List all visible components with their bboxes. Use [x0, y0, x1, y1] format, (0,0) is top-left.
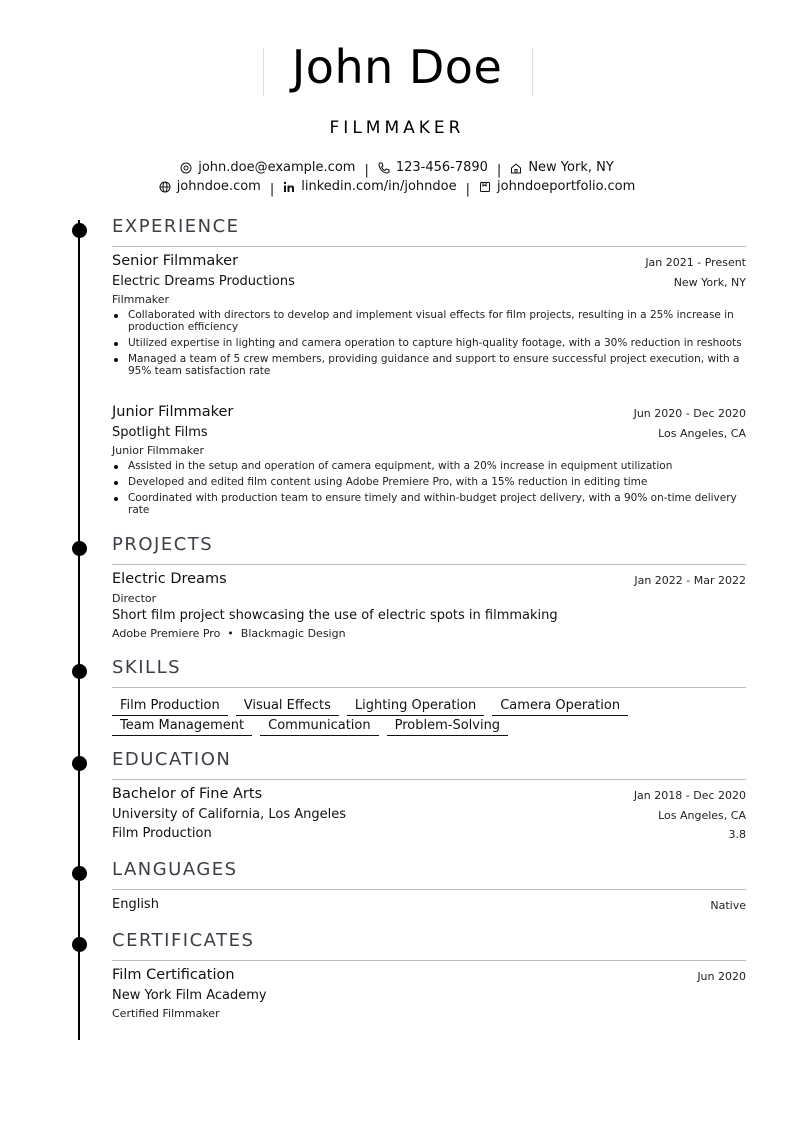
- job-header: [112, 404, 746, 422]
- project-role-row: [112, 592, 746, 606]
- globe-icon: [159, 181, 171, 193]
- contact-line-2: [0, 179, 794, 197]
- timeline-dot: [72, 866, 87, 881]
- section-divider: [112, 246, 746, 247]
- section-divider: [112, 779, 746, 780]
- language-name: English: [112, 897, 159, 912]
- project-tools-row: [112, 627, 746, 641]
- project-dates: Jan 2022 - Mar 2022: [634, 574, 746, 587]
- job-role: Junior Filmmaker: [112, 404, 234, 420]
- candidate-name: John Doe: [291, 40, 503, 94]
- section-title-education: EDUCATION: [112, 749, 232, 770]
- section-title-skills: SKILLS: [112, 657, 182, 678]
- candidate-title: FILMMAKER: [329, 118, 465, 138]
- education-school-row: [112, 807, 746, 823]
- list-item: Managed a team of 5 crew members, providing guidance and support to ensure successful project execution, with a 95% team satisfaction rate: [112, 353, 746, 377]
- phone-contact[interactable]: [378, 160, 488, 175]
- portfolio-icon: [479, 181, 491, 193]
- job-dates: Jun 2020 - Dec 2020: [633, 407, 746, 420]
- project-name: Electric Dreams: [112, 571, 227, 587]
- job-role: Senior Filmmaker: [112, 253, 239, 269]
- location-text: New York, NY: [528, 160, 614, 175]
- skill-tag: Problem-Solving: [387, 718, 508, 736]
- timeline-dot: [72, 937, 87, 952]
- section-divider: [112, 960, 746, 961]
- job-location: Los Angeles, CA: [658, 427, 746, 440]
- linkedin-icon: [283, 181, 295, 193]
- timeline-dot: [72, 223, 87, 238]
- separator: |: [496, 162, 502, 178]
- section-divider: [112, 889, 746, 890]
- skills-list: [112, 694, 752, 734]
- job-subtitle: [112, 293, 746, 307]
- section-title-certificates: CERTIFICATES: [112, 930, 255, 951]
- timeline-dot: [72, 664, 87, 679]
- project-tools: Adobe Premiere Pro • Blackmagic Design: [112, 627, 346, 640]
- skill-tag: Film Production: [112, 698, 228, 716]
- list-item: Assisted in the setup and operation of camera equipment, with a 20% increase in equipment utilization: [112, 460, 746, 472]
- list-item: Developed and edited film content using Adobe Premiere Pro, with a 15% reduction in editing time: [112, 476, 746, 488]
- section-title-languages: LANGUAGES: [112, 859, 238, 880]
- project-description-row: [112, 608, 746, 624]
- certificate-name: Film Certification: [112, 967, 235, 983]
- timeline-dot: [72, 756, 87, 771]
- job-bullets: [112, 460, 746, 520]
- job-subtitle: [112, 444, 746, 458]
- email-contact[interactable]: [180, 160, 355, 175]
- email-text: john.doe@example.com: [198, 160, 356, 175]
- portfolio-text: johndoeportfolio.com: [497, 179, 636, 194]
- job-company-row: [112, 425, 746, 441]
- language-level: Native: [710, 899, 746, 912]
- linkedin-text: linkedin.com/in/johndoe: [301, 179, 457, 194]
- job-company: Spotlight Films: [112, 425, 208, 440]
- skill-tag: Team Management: [112, 718, 252, 736]
- job-subtitle-text: Filmmaker: [112, 293, 170, 306]
- skill-tag: Visual Effects: [236, 698, 339, 716]
- home-icon: [510, 162, 522, 174]
- certificate-detail-row: [112, 1007, 746, 1021]
- location-contact: [510, 160, 613, 175]
- education-field-row: [112, 826, 746, 842]
- separator: |: [269, 181, 275, 197]
- timeline-line: [78, 220, 80, 1040]
- separator: |: [364, 162, 369, 178]
- job-header: [112, 253, 746, 271]
- education-dates: Jan 2018 - Dec 2020: [633, 789, 746, 802]
- job-company: Electric Dreams Productions: [112, 274, 295, 289]
- section-divider: [112, 564, 746, 565]
- project-description: Short film project showcasing the use of electric spots in filmmaking: [112, 608, 558, 623]
- section-title-projects: PROJECTS: [112, 534, 214, 555]
- education-gpa: 3.8: [728, 828, 746, 841]
- education-location: Los Angeles, CA: [658, 809, 746, 822]
- contact-line-1: [0, 160, 794, 178]
- section-divider: [112, 687, 746, 688]
- certificate-date: Jun 2020: [697, 970, 746, 983]
- education-field: Film Production: [112, 826, 212, 841]
- portfolio-contact[interactable]: [479, 179, 635, 194]
- skill-tag: Lighting Operation: [347, 698, 484, 716]
- at-icon: [180, 162, 192, 174]
- certificate-detail: Certified Filmmaker: [112, 1007, 220, 1020]
- list-item: Coordinated with production team to ensure timely and within-budget project delivery, with a 90% on-time delivery rate: [112, 492, 746, 516]
- phone-text: 123-456-7890: [395, 160, 488, 175]
- education-degree: Bachelor of Fine Arts: [112, 786, 263, 802]
- website-text: johndoe.com: [176, 179, 261, 194]
- job-location: New York, NY: [673, 276, 746, 289]
- education-school: University of California, Los Angeles: [112, 807, 347, 822]
- job-subtitle-text: Junior Filmmaker: [112, 444, 205, 457]
- project-role: Director: [112, 592, 157, 605]
- website-contact[interactable]: [159, 179, 261, 194]
- skill-tag: Camera Operation: [492, 698, 628, 716]
- list-item: Utilized expertise in lighting and camera operation to capture high-quality footage, with a 30% reduction in reshoots: [112, 337, 746, 349]
- job-dates: Jan 2021 - Present: [645, 256, 746, 269]
- education-header: [112, 786, 746, 804]
- project-header: [112, 571, 746, 589]
- job-company-row: [112, 274, 746, 290]
- job-bullets: [112, 309, 746, 381]
- skills-row: [112, 694, 752, 714]
- certificate-header: [112, 967, 746, 985]
- skills-row: [112, 714, 752, 734]
- certificate-issuer-row: [112, 988, 746, 1004]
- phone-icon: [378, 162, 390, 174]
- section-title-experience: EXPERIENCE: [112, 216, 240, 237]
- language-row: [112, 897, 746, 913]
- certificate-issuer: New York Film Academy: [112, 988, 267, 1003]
- separator: |: [465, 181, 471, 197]
- linkedin-contact[interactable]: [283, 179, 456, 194]
- list-item: Collaborated with directors to develop and implement visual effects for film projects, resulting in a 25% increase in production efficiency: [112, 309, 746, 333]
- skill-tag: Communication: [260, 718, 378, 736]
- timeline-dot: [72, 541, 87, 556]
